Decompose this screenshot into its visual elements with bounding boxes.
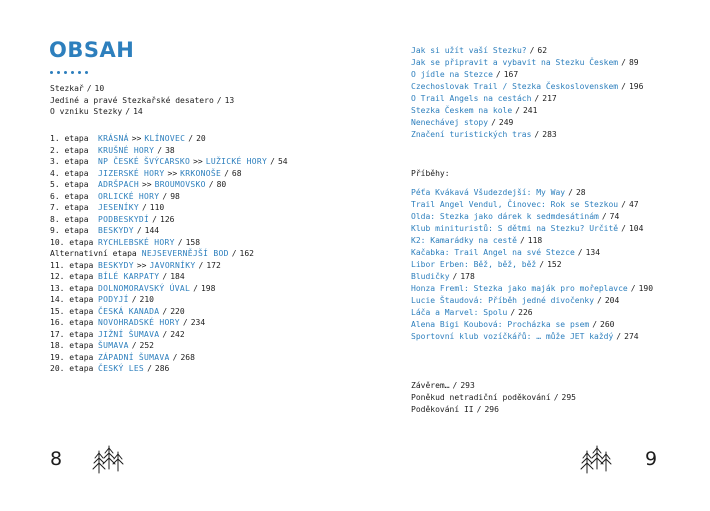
stage-start: NEJSEVERNĚJŠÍ BOD: [141, 249, 229, 258]
stage-page: 286: [154, 364, 170, 373]
stage-label: 18. etapa: [50, 341, 94, 350]
entry-title: Olda: Stezka jako dárek k sedmdesátinám: [411, 212, 599, 221]
entry-page: 249: [498, 118, 514, 127]
toc-entry[interactable]: [411, 81, 643, 93]
toc-entry[interactable]: [411, 404, 576, 416]
toc-stage-entry[interactable]: [50, 306, 288, 318]
stage-start: RYCHLEBSKÉ HORY: [98, 237, 175, 247]
stage-page: 68: [231, 168, 242, 178]
slash-separator: /: [616, 332, 622, 341]
toc-entry[interactable]: O vzniku Stezky / 14: [50, 107, 143, 116]
entry-title: Jediné a pravé Stezkařské desatero: [50, 95, 214, 105]
toc-stage-entry[interactable]: [50, 283, 288, 295]
arrow-separator: >>: [141, 180, 152, 189]
slash-separator: /: [577, 248, 583, 257]
entry-title: Jak si užít vaší Stezku?: [411, 46, 527, 55]
toc-entry[interactable]: [411, 93, 643, 105]
entry-title: Stezkař: [50, 84, 84, 93]
entry-page: 274: [624, 332, 639, 341]
stage-label: 5. etapa: [50, 180, 89, 189]
stage-label: 3. etapa: [50, 157, 89, 166]
slash-separator: /: [621, 58, 626, 67]
entry-page: 296: [484, 405, 499, 414]
stage-label: 12. etapa: [50, 272, 94, 281]
stage-start: NOVOHRADSKÉ HORY: [98, 318, 180, 327]
entry-page: 10: [94, 84, 105, 93]
toc-entry[interactable]: [411, 45, 643, 57]
slash-separator: /: [519, 236, 525, 245]
entry-title: Czechoslovak Trail / Stezka Československem: [411, 82, 619, 91]
stage-page: 268: [180, 352, 195, 362]
arrow-separator: >>: [131, 134, 142, 143]
toc-stories-list: [411, 187, 653, 343]
entry-title: Kačabka: Trail Angel na své Stezce: [411, 248, 575, 257]
entry-title: O vzniku Stezky: [50, 107, 123, 116]
entry-title: Trail Angel Vendul, Činovec: Rok se Stezkou: [411, 200, 619, 209]
stories-heading: Příběhy:: [411, 169, 450, 178]
slash-separator: /: [198, 260, 204, 270]
stage-page: 184: [170, 272, 185, 281]
slash-separator: /: [621, 82, 626, 91]
stage-start: DOLNOMORAVSKÝ ÚVAL: [98, 283, 191, 293]
stage-page: 252: [139, 341, 154, 350]
slash-separator: /: [534, 94, 540, 103]
entry-page: 89: [628, 58, 639, 67]
stage-start: ADRŠPACH: [98, 180, 139, 189]
entry-title: Jak se připravit a vybavit na Stezku Českem: [411, 58, 619, 67]
stage-start: PODYJÍ: [98, 295, 129, 304]
stage-start: ZÁPADNÍ ŠUMAVA: [98, 352, 170, 362]
toc-stage-entry[interactable]: [50, 133, 288, 145]
stage-label: 9. etapa: [50, 226, 89, 235]
toc-stage-entry[interactable]: [50, 329, 288, 341]
toc-entry[interactable]: [411, 211, 653, 223]
toc-stage-entry[interactable]: [50, 145, 288, 157]
stage-start: ČESKÝ LES: [98, 364, 145, 373]
toc-stage-entry[interactable]: [50, 156, 288, 168]
toc-entry[interactable]: [411, 199, 653, 211]
stage-end: LUŽICKÉ HORY: [205, 157, 268, 166]
toc-entry[interactable]: [411, 319, 653, 331]
slash-separator: /: [621, 224, 626, 233]
arrow-separator: >>: [136, 260, 147, 270]
slash-separator: /: [630, 284, 636, 293]
arrow-separator: >>: [167, 168, 178, 178]
entry-page: 167: [503, 70, 519, 79]
slash-separator: /: [476, 405, 482, 414]
stage-start: ORLICKÉ HORY: [98, 191, 160, 201]
entry-title: Nenechávej stopy: [411, 118, 489, 127]
toc-entry[interactable]: [411, 247, 653, 259]
stage-label: 10. etapa: [50, 237, 94, 247]
stage-start: KRÁSNÁ: [98, 134, 129, 143]
stage-page: 198: [200, 283, 216, 293]
toc-entry[interactable]: [411, 129, 643, 141]
stage-page: 172: [206, 260, 221, 270]
stage-page: 162: [239, 249, 254, 258]
toc-stage-entry[interactable]: [50, 260, 288, 272]
entry-page: 204: [604, 296, 620, 305]
entry-page: 13: [224, 95, 235, 105]
toc-stage-entry[interactable]: [50, 168, 288, 180]
toc-stage-entry[interactable]: [50, 248, 288, 260]
slash-separator: /: [147, 364, 152, 373]
toc-entry[interactable]: [411, 117, 643, 129]
slash-separator: /: [553, 393, 559, 402]
stage-end: KLÍNOVEC: [144, 134, 186, 143]
slash-separator: /: [231, 249, 237, 258]
entry-page: 62: [537, 46, 548, 55]
right-page: [355, 0, 710, 511]
entry-page: 28: [575, 188, 586, 197]
entry-title: Poněkud netradiční poděkování: [411, 393, 551, 402]
toc-stage-entry[interactable]: [50, 179, 288, 191]
entry-title: K2: Kamarádky na cestě: [411, 236, 517, 245]
slash-separator: /: [177, 237, 183, 247]
slash-separator: /: [141, 203, 147, 212]
entry-title: O jídle na Stezce: [411, 70, 493, 79]
stage-label: Alternativní etapa: [50, 249, 137, 258]
slash-separator: /: [131, 341, 137, 350]
stage-start: JIŽNÍ ŠUMAVA: [98, 329, 160, 339]
stage-end: JAVORNÍKY: [149, 260, 196, 270]
entry-page: 104: [628, 224, 644, 233]
slash-separator: /: [152, 214, 157, 224]
entry-page: 241: [522, 106, 538, 115]
stage-start: JIZERSKÉ HORY: [98, 168, 165, 178]
stage-label: 2. etapa: [50, 145, 89, 155]
slash-separator: /: [491, 118, 496, 127]
stage-page: 234: [190, 318, 206, 327]
entry-page: 295: [561, 393, 576, 402]
stage-label: 15. etapa: [50, 306, 94, 316]
entry-page: 293: [460, 381, 475, 390]
slash-separator: /: [452, 272, 458, 281]
entry-title: O Trail Angels na cestách: [411, 94, 532, 103]
stage-label: 14. etapa: [50, 295, 94, 304]
slash-separator: /: [136, 226, 142, 235]
toc-topics-list: [411, 45, 643, 141]
stage-start: BESKYDY: [98, 260, 134, 270]
entry-page: 14: [133, 107, 143, 116]
stage-page: 144: [144, 226, 160, 235]
slash-separator: /: [182, 318, 188, 327]
stage-start: KRUŠNÉ HORY: [98, 145, 155, 155]
toc-entry[interactable]: [411, 392, 576, 404]
entry-title: Klub minituristů: S dětmi na Stezku? Určitě: [411, 224, 619, 233]
slash-separator: /: [188, 134, 194, 143]
entry-title: Značení turistických tras: [411, 130, 532, 139]
slash-separator: /: [162, 191, 168, 201]
entry-page: 74: [609, 212, 620, 221]
stage-page: 210: [139, 295, 154, 304]
stage-page: 158: [185, 237, 201, 247]
toc-entry[interactable]: [411, 187, 653, 199]
slash-separator: /: [495, 70, 501, 79]
entry-page: 118: [527, 236, 543, 245]
stage-label: 6. etapa: [50, 191, 89, 201]
toc-stage-entry[interactable]: [50, 294, 288, 306]
stage-label: 8. etapa: [50, 214, 89, 224]
toc-entry[interactable]: Stezkař / 10: [50, 84, 105, 93]
stage-start: PODBESKYDÍ: [98, 214, 150, 224]
toc-stage-entry[interactable]: [50, 340, 288, 352]
toc-entry[interactable]: [411, 380, 576, 392]
stage-label: 19. etapa: [50, 352, 94, 362]
toc-entry[interactable]: [411, 331, 653, 343]
toc-stage-entry[interactable]: [50, 237, 288, 249]
page-number: 8: [50, 448, 63, 470]
entry-title: Lucie Štaudová: Příběh jedné divočenky: [411, 296, 595, 305]
entry-page: 283: [542, 130, 557, 139]
entry-page: 47: [628, 200, 639, 209]
stage-page: 54: [277, 157, 288, 166]
entry-page: 178: [460, 272, 475, 281]
toc-stage-entry[interactable]: [50, 317, 288, 329]
slash-separator: /: [131, 295, 137, 304]
slash-separator: /: [224, 168, 229, 178]
entry-title: Libor Erben: Běž, běž, běž: [411, 260, 537, 269]
stage-label: 17. etapa: [50, 329, 94, 339]
entry-title: Poděkování II: [411, 405, 474, 414]
slash-separator: /: [208, 180, 214, 189]
pine-trees-icon: [580, 442, 614, 476]
entry-page: 217: [542, 94, 557, 103]
entry-title: Péťa Kvákavá Všudezdejší: My Way: [411, 188, 566, 197]
entry-page: 226: [518, 308, 533, 317]
toc-entry[interactable]: [411, 259, 653, 271]
stage-page: 98: [170, 191, 180, 201]
toc-entry[interactable]: Jediné a pravé Stezkařské desatero / 13: [50, 95, 235, 105]
entry-title: Sportovní klub vozíčkářů: … může JET každý: [411, 332, 614, 341]
arrow-separator: >>: [193, 157, 203, 166]
entry-page: 190: [638, 284, 654, 293]
toc-entry[interactable]: [411, 295, 653, 307]
slash-separator: /: [157, 145, 163, 155]
stage-end: BROUMOVSKO: [154, 180, 206, 189]
stage-label: 13. etapa: [50, 283, 94, 293]
toc-entry[interactable]: [411, 235, 653, 247]
slash-separator: /: [539, 260, 545, 269]
entry-title: Alena Bigi Koubová: Procházka se psem: [411, 320, 590, 329]
stage-label: 11. etapa: [50, 260, 94, 270]
slash-separator: /: [510, 308, 516, 317]
slash-separator: /: [534, 130, 540, 139]
slash-separator: /: [515, 106, 520, 115]
slash-separator: /: [193, 283, 198, 293]
toc-entry[interactable]: [411, 223, 653, 235]
toc-stage-entry[interactable]: [50, 202, 288, 214]
stage-page: 110: [149, 203, 165, 212]
stage-page: 220: [170, 306, 185, 316]
entry-page: 196: [628, 82, 644, 91]
stage-page: 80: [216, 180, 227, 189]
entry-title: Honza Freml: Stezka jako maják pro mořeplavce: [411, 284, 628, 293]
slash-separator: /: [162, 306, 168, 316]
stage-label: 20. etapa: [50, 364, 94, 373]
stage-start: ŠUMAVA: [98, 341, 129, 350]
toc-entry[interactable]: [411, 271, 653, 283]
stage-label: 7. etapa: [50, 203, 89, 212]
slash-separator: /: [172, 352, 178, 362]
slash-separator: /: [601, 212, 607, 221]
stage-label: 4. etapa: [50, 168, 89, 178]
pine-trees-icon: [92, 442, 126, 476]
entry-title: Bludičky: [411, 272, 450, 281]
slash-separator: /: [529, 46, 535, 55]
toc-entry[interactable]: [411, 69, 643, 81]
stage-start: JESENÍKY: [98, 203, 139, 212]
title-dots-divider: [50, 71, 88, 74]
page-number: 9: [645, 448, 658, 470]
toc-stage-entry[interactable]: [50, 352, 288, 364]
slash-separator: /: [270, 157, 275, 166]
page-title: OBSAH: [49, 38, 135, 62]
stage-page: 38: [165, 145, 175, 155]
slash-separator: /: [621, 200, 626, 209]
slash-separator: /: [162, 329, 168, 339]
toc-stage-entry[interactable]: [50, 225, 288, 237]
slash-separator: /: [452, 381, 458, 390]
entry-page: 260: [600, 320, 615, 329]
toc-stage-entry[interactable]: [50, 214, 288, 226]
slash-separator: /: [568, 188, 573, 197]
toc-entry[interactable]: [411, 307, 653, 319]
entry-page: 134: [585, 248, 601, 257]
stage-end: KRKONOŠE: [180, 168, 222, 178]
stage-label: 1. etapa: [50, 134, 89, 143]
slash-separator: /: [162, 272, 168, 281]
toc-closing-list: [411, 380, 576, 416]
toc-stages-list: [50, 133, 288, 375]
stage-page: 20: [196, 134, 206, 143]
entry-title: Závěrem…: [411, 381, 450, 390]
toc-entry[interactable]: [411, 105, 643, 117]
toc-entry[interactable]: [411, 283, 653, 295]
stage-start: BESKYDY: [98, 226, 134, 235]
stage-page: 242: [170, 329, 185, 339]
entry-title: Láča a Marvel: Spolu: [411, 308, 508, 317]
stage-start: ČESKÁ KANADA: [98, 306, 160, 316]
stage-start: NP ČESKÉ ŠVÝCARSKO: [98, 157, 191, 166]
toc-stage-entry[interactable]: [50, 191, 288, 203]
entry-title: Stezka Českem na kole: [411, 106, 513, 115]
stage-label: 16. etapa: [50, 318, 94, 327]
slash-separator: /: [592, 320, 598, 329]
toc-entry[interactable]: [411, 57, 643, 69]
slash-separator: /: [597, 296, 602, 305]
stage-page: 126: [160, 214, 175, 224]
toc-stage-entry[interactable]: [50, 363, 288, 375]
toc-intro-list: [50, 83, 234, 118]
entry-page: 152: [547, 260, 562, 269]
toc-stage-entry[interactable]: [50, 271, 288, 283]
stage-start: BÍLÉ KARPATY: [98, 272, 160, 281]
